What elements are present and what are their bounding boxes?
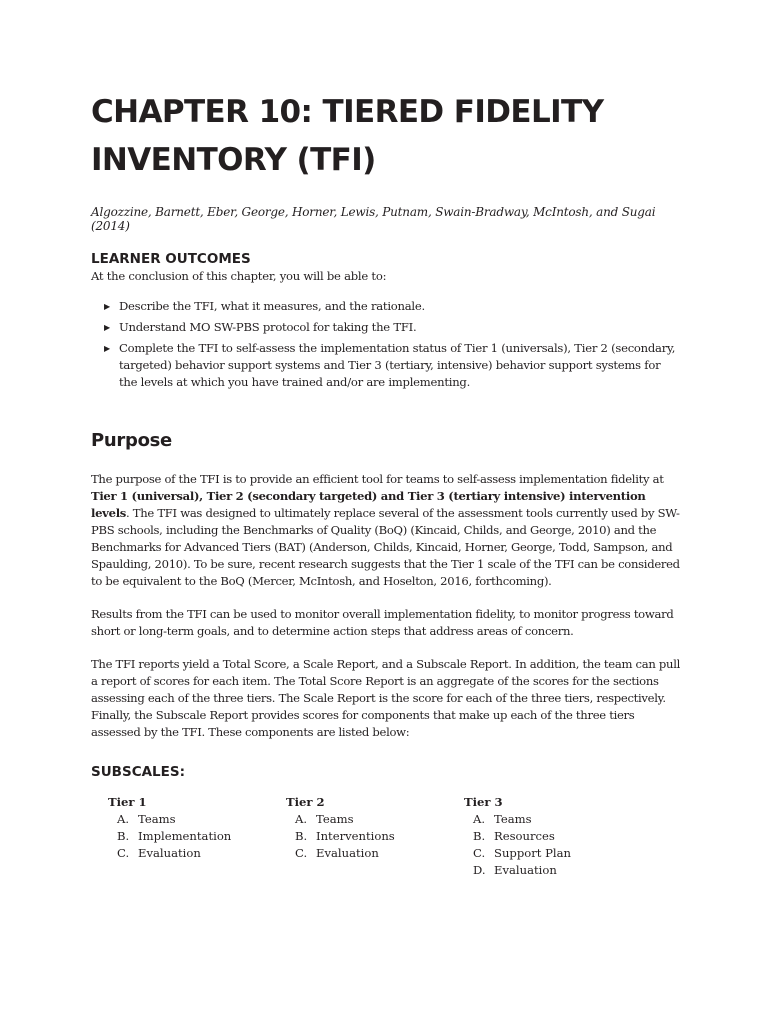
- list-item: [104, 319, 681, 336]
- list-item: [473, 811, 642, 828]
- list-item: [104, 340, 681, 391]
- purpose-paragraph-1: [91, 471, 681, 590]
- list-item: [295, 828, 464, 845]
- tier-items: [464, 811, 642, 879]
- item-letter: B.: [473, 829, 486, 843]
- item-label: Teams: [138, 812, 176, 826]
- list-item: [104, 298, 681, 315]
- item-letter: A.: [473, 812, 486, 826]
- chapter-title-line-1: CHAPTER 10: TIERED FIDELITY: [91, 94, 604, 130]
- purpose-paragraph-3: The TFI reports yield a Total Score, a Scale Report, and a Subscale Report. In addition, the team can pull a report of scores for each item. The Total Score Report is an aggregate of the scores for the sections assessing each of the three tiers. The Scale Report is the score for each of the three tiers, respectively. Finally, the Subscale Report provides scores for components that make up each of the three tiers assessed by the TFI. These components are listed below:: [91, 657, 681, 739]
- list-item: [117, 811, 286, 828]
- tier-name: Tier 3: [464, 795, 503, 809]
- list-item-text: Understand MO SW-PBS protocol for taking the TFI.: [119, 320, 417, 334]
- list-item: [117, 845, 286, 862]
- triangle-bullet-icon: ▶: [104, 344, 110, 353]
- chapter-authors: Algozzine, Barnett, Eber, George, Horner, Lewis, Putnam, Swain-Bradway, McIntosh, and Sugai (2014): [91, 205, 656, 233]
- list-item: [473, 828, 642, 845]
- item-letter: C.: [295, 846, 308, 860]
- tier-items: [108, 811, 286, 862]
- learner-outcomes-heading: LEARNER OUTCOMES: [91, 251, 251, 267]
- item-label: Evaluation: [316, 846, 379, 860]
- triangle-bullet-icon: ▶: [104, 323, 110, 332]
- item-label: Resources: [494, 829, 555, 843]
- item-letter: D.: [473, 863, 486, 877]
- tier-items: [286, 811, 464, 862]
- list-item: [473, 845, 642, 862]
- tier-1-column: [108, 794, 286, 879]
- item-letter: C.: [117, 846, 130, 860]
- list-item: [473, 862, 642, 879]
- item-label: Teams: [316, 812, 354, 826]
- purpose-paragraph-1-end: . The TFI was designed to ultimately replace several of the assessment tools currently used by SW-PBS schools, including the Benchmarks of Quality (BoQ) (Kincaid, Childs, and George, 2010) and the Benchmarks for Advanced Tiers (BAT) (Anderson, Childs, Kincaid, Horner, George, Todd, Sampson, and Spaulding, 2010). To be sure, recent research suggests that the Tier 1 scale of the TFI can be considered to be equivalent to the BoQ (Mercer, McIntosh, and Hoselton, 2016, forthcoming).: [91, 506, 680, 588]
- purpose-paragraph-1-bold: Tier 1 (universal), Tier 2 (secondary targeted) and Tier 3 (tertiary intensive) intervention levels: [91, 489, 646, 520]
- chapter-title: [91, 88, 681, 184]
- learner-outcomes-list: [104, 298, 681, 391]
- purpose-paragraph-1-start: The purpose of the TFI is to provide an efficient tool for teams to self-assess implementation fidelity at: [91, 472, 664, 486]
- item-label: Evaluation: [494, 863, 557, 877]
- item-letter: A.: [295, 812, 308, 826]
- list-item: [117, 828, 286, 845]
- item-label: Evaluation: [138, 846, 201, 860]
- item-label: Interventions: [316, 829, 395, 843]
- chapter-title-line-2: INVENTORY (TFI): [91, 142, 376, 178]
- item-label: Support Plan: [494, 846, 572, 860]
- purpose-paragraph-2: Results from the TFI can be used to monitor overall implementation fidelity, to monitor progress toward short or long-term goals, and to determine action steps that address areas of concern.: [91, 607, 674, 638]
- list-item: [295, 811, 464, 828]
- item-letter: B.: [117, 829, 130, 843]
- tier-name: Tier 2: [286, 795, 325, 809]
- item-letter: C.: [473, 846, 486, 860]
- tier-3-column: [464, 794, 642, 879]
- list-item-text: Complete the TFI to self-assess the implementation status of Tier 1 (universals), Tier 2 (secondary, targeted) behavior support systems and Tier 3 (tertiary, intensive) behavior support systems for the levels at which you have trained and/or are implementing.: [119, 341, 676, 389]
- tier-2-column: [286, 794, 464, 879]
- item-letter: B.: [295, 829, 308, 843]
- document-page: [91, 88, 681, 879]
- purpose-heading: Purpose: [91, 430, 172, 451]
- list-item-text: Describe the TFI, what it measures, and the rationale.: [119, 299, 425, 313]
- list-item: [295, 845, 464, 862]
- item-letter: A.: [117, 812, 130, 826]
- learner-outcomes-intro: At the conclusion of this chapter, you will be able to:: [91, 269, 387, 283]
- item-label: Teams: [494, 812, 532, 826]
- subscales-heading: SUBSCALES:: [91, 764, 185, 780]
- triangle-bullet-icon: ▶: [104, 302, 110, 311]
- item-label: Implementation: [138, 829, 232, 843]
- tier-name: Tier 1: [108, 795, 147, 809]
- subscales-columns: [108, 794, 681, 879]
